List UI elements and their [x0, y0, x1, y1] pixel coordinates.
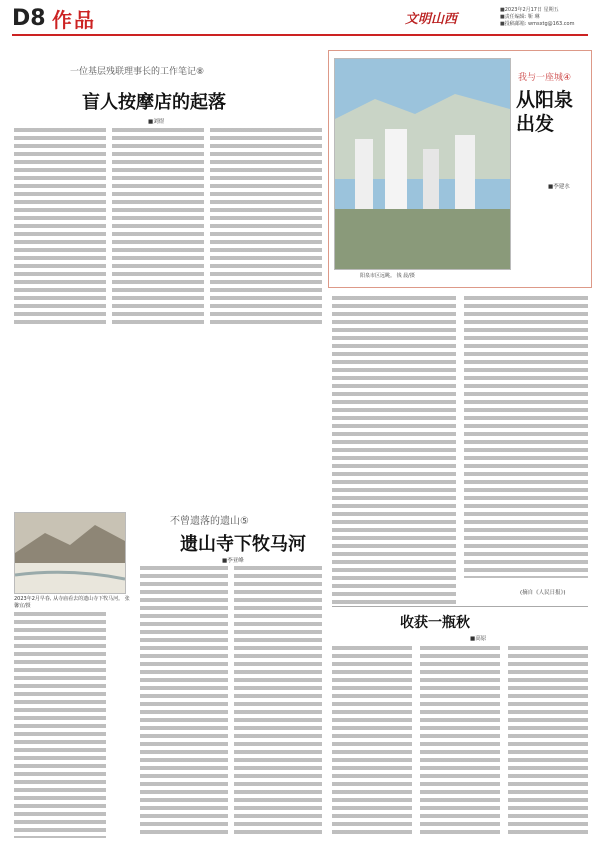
- issue-date: ■2023年2月17日 星期五: [500, 7, 559, 13]
- page-number: D8: [12, 6, 46, 31]
- article-body-col10: [420, 646, 500, 838]
- photo-river-caption: 2023年2月早春, 从寺庙看去的遗山寺下牧马河。 张馨宜/摄: [14, 596, 130, 609]
- article-body-col11: [508, 646, 588, 838]
- article-author-yangquan: ■李建水: [548, 184, 570, 190]
- article-body-col2: [112, 128, 204, 324]
- article-kicker-yishan: 不曾遗落的遗山⑤: [170, 516, 249, 527]
- column-note: 一位基层残联理事长的工作笔记⑧: [70, 67, 205, 77]
- article-body-col4: [14, 612, 106, 838]
- article-source-yangquan: (摘自《人民日报》): [520, 590, 566, 596]
- article-title-yangquan: 从阳泉出发: [516, 89, 574, 135]
- photo-yangquan: [334, 58, 511, 270]
- article-body-col5: [140, 566, 228, 838]
- article-title-autumn: 收获一瓶秋: [400, 615, 470, 631]
- section-title: 作品: [52, 8, 96, 32]
- issue-editor: ■责任编辑: 靳 琳: [500, 14, 540, 20]
- photo-yangquan-caption: 阳泉市区远眺。 钱 晨/摄: [360, 273, 415, 279]
- article-body-col3: [210, 128, 322, 324]
- article-body-col1: [14, 128, 106, 324]
- article-body-col7: [332, 296, 456, 604]
- article-body-col8: [464, 296, 588, 578]
- article-author-massage: ■刘煜: [148, 119, 165, 125]
- article-body-col6: [234, 566, 322, 838]
- article-title-yishan: 遗山寺下牧马河: [180, 534, 306, 555]
- article-author-yishan: ■李亚峰: [222, 558, 244, 564]
- issue-meta: [500, 7, 590, 28]
- brand-logo: 文明山西: [405, 12, 458, 27]
- issue-email: ■投稿邮箱: wmsxtg@163.com: [500, 21, 575, 27]
- feature-kicker: 我与一座城④: [518, 73, 572, 83]
- photo-river: [14, 512, 126, 594]
- article-title-massage: 盲人按摩店的起落: [82, 92, 226, 113]
- divider-autumn: [332, 606, 588, 607]
- article-body-col9: [332, 646, 412, 838]
- header-rule: [12, 34, 588, 36]
- article-author-autumn: ■高原: [470, 636, 487, 642]
